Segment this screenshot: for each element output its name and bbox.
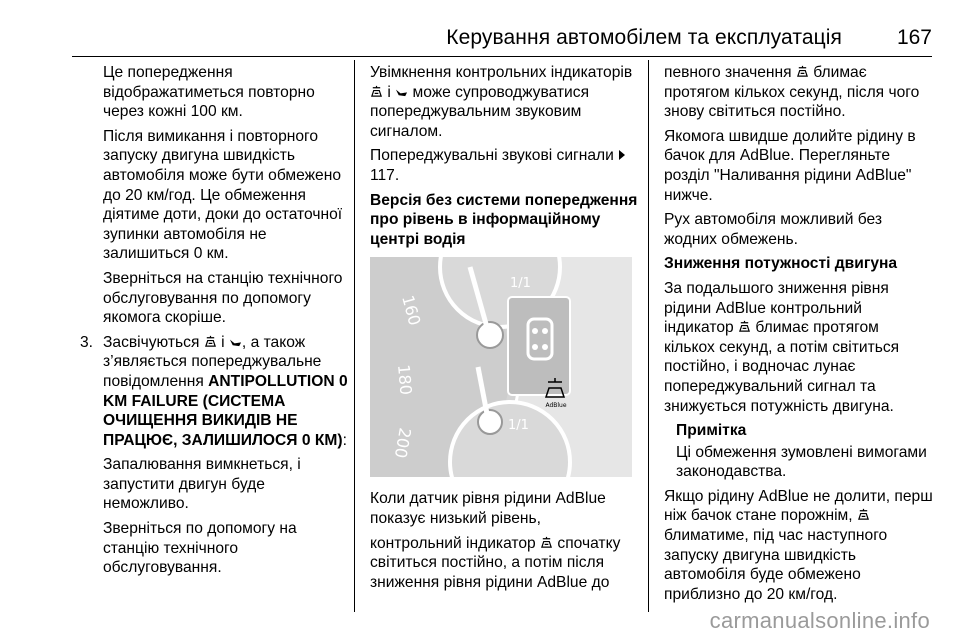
text-run: і (221, 333, 225, 351)
text-run: блимає протягом кількох секунд, після чого знову світиться постійно. (664, 64, 920, 121)
warning-message: ANTIPOLLUTION 0 KM FAILURE (СИСТЕМА ОЧИЩЕННЯ ВИКИДІВ НЕ ПРАЦЮЄ, ЗАЛИШИЛОСЯ 0 КМ) (103, 372, 348, 449)
adblue-icon (204, 335, 217, 348)
text-run: : (342, 431, 347, 449)
paragraph (370, 63, 638, 141)
watermark: carmanualsonline.info (709, 608, 930, 633)
paragraph: Після вимикання і повторного запуску двигуна швидкість автомобіля може бути обмежено до 20 км/год. Це обмеження діятиме доти, доки до остаточної зупинки автомобіля не залишиться 0 км. (103, 127, 343, 263)
list-item-number: 3. (80, 333, 94, 351)
header-rule (72, 56, 932, 57)
text-run: певного значення (664, 64, 792, 81)
page-title: Керування автомобілем та експлуатація (446, 26, 842, 49)
gauge-tick-label: 180 (394, 364, 416, 397)
paragraph (103, 333, 348, 451)
note-box (676, 421, 934, 482)
paragraph (664, 279, 934, 416)
column-middle (370, 63, 638, 597)
adblue-icon (796, 65, 809, 78)
gauge-tick-label: 160 (398, 293, 425, 328)
paragraph: Зверніться по допомогу на станцію технічного обслуговування. (103, 520, 297, 577)
adblue-icon (857, 508, 870, 521)
text-run: і (387, 83, 391, 101)
note-title: Примітка (676, 422, 747, 440)
malfunction-indicator-icon (229, 335, 242, 348)
adblue-icon (540, 536, 553, 549)
column-divider-right (648, 60, 649, 612)
paragraph: Зверніться на станцію технічного обслуговування по допомогу якомога скоріше. (103, 269, 343, 327)
section-heading: Зниження потужності двигуна (664, 255, 898, 273)
gauge-tick-label: 1/1 (508, 418, 529, 434)
paragraph (664, 63, 934, 122)
list-item-3 (80, 333, 348, 451)
paragraph: Рух автомобіля можливий без жодних обмежень. (664, 211, 882, 248)
note-text: Ці обмеження зумовлені вимогами законодавства. (676, 443, 927, 481)
text-run: Якщо рідину AdBlue не долити, перш ніж бачок стане порожнім, (664, 487, 933, 525)
text-run: Увімкнення контрольних індикаторів (370, 64, 633, 81)
cross-reference[interactable]: 117. (370, 166, 400, 184)
text-run: спочатку світиться постійно, а потім після зниження рівня рідини AdBlue до (370, 534, 621, 591)
text-run: може супроводжуватися попереджувальним звуковим сигналом. (370, 83, 590, 140)
text-run: За подальшого зниження рівня рідини AdBlue контрольний індикатор (664, 279, 889, 337)
text-run: контрольний індикатор (370, 534, 536, 552)
text-run: Засвічуються (103, 333, 200, 351)
paragraph: Якомога швидше долийте рідину в бачок для AdBlue. Перегляньте розділ "Наливання рідини AdBlue" нижче. (664, 127, 916, 204)
adblue-icon (370, 85, 383, 98)
cross-reference-arrow-icon (618, 149, 626, 161)
paragraph: Запалювання вимкнеться, і запустити двигун буде неможливо. (103, 456, 301, 513)
malfunction-indicator-icon (395, 85, 408, 98)
dashboard-gauge-illustration (370, 257, 632, 477)
page-number: 167 (896, 26, 932, 49)
section-heading: Версія без системи попередження про рівень в інформаційному центрі водія (370, 191, 638, 248)
paragraph (664, 487, 934, 605)
column-left (80, 63, 348, 583)
svg-text:AdBlue: AdBlue (545, 402, 567, 410)
column-divider-left (354, 60, 355, 612)
adblue-icon (738, 320, 751, 333)
paragraph (370, 534, 638, 593)
text-run: Попереджувальні звукові сигнали (370, 147, 614, 165)
text-run: блимає протягом кількох секунд, а потім світиться постійно, і водночас лунає попереджувальний сигнал та знижується потужність двигуна. (664, 319, 900, 415)
paragraph: Коли датчик рівня рідини AdBlue показує низький рівень, (370, 490, 606, 527)
text-run: , а також з’являється попереджувальне повідомлення (103, 333, 322, 390)
gauge-tick-label: 1/1 (510, 276, 531, 292)
paragraph (370, 146, 638, 185)
column-right (664, 63, 934, 609)
paragraph: Це попередження відображатиметься повторно через кожні 100 км. (103, 64, 315, 121)
gauge-tick-label: 200 (390, 426, 415, 461)
text-run: блиматиме, під час наступного запуску двигуна швидкість автомобіля буде обмежено приблизно до 20 км/год. (664, 527, 888, 603)
page-header (0, 0, 960, 58)
